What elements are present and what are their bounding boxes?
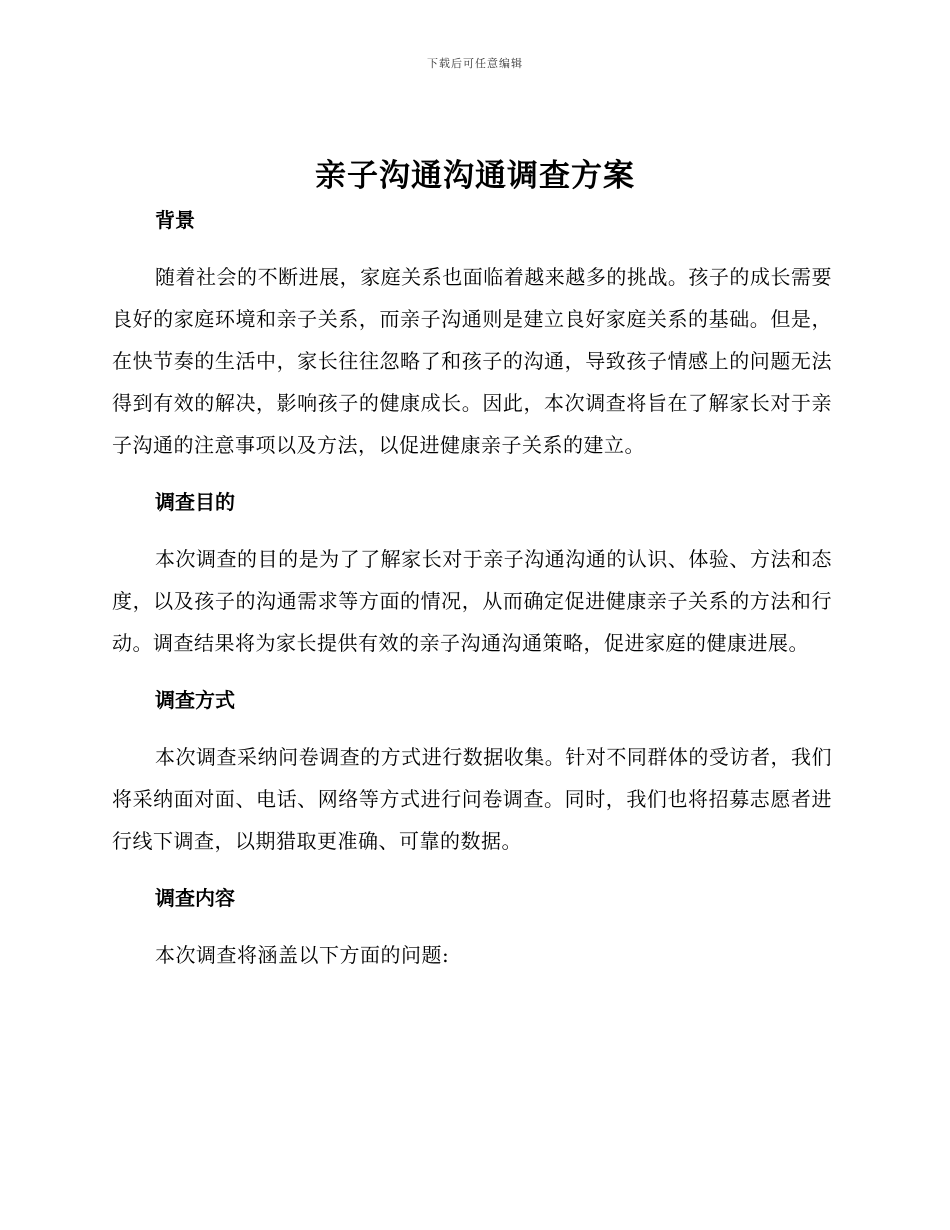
document-body [112,203,832,976]
section-heading: 调查内容 [155,886,235,910]
section-background [112,203,832,485]
section-heading: 调查目的 [155,490,235,514]
section-paragraph: 本次调查采纳问卷调查的方式进行数据收集。针对不同群体的受访者，我们将采纳面对面、电话、网络等方式进行问卷调查。同时，我们也将招募志愿者进行线下调查，以期猎取更准确、可靠的数据。 [112,745,832,853]
document-title: 亲子沟通沟通调查方案 [315,158,635,194]
section-content [112,881,832,976]
section-paragraph: 本次调查将涵盖以下方面的问题: [155,943,450,967]
section-paragraph: 随着社会的不断进展，家庭关系也面临着越来越多的挑战。孩子的成长需要良好的家庭环境和亲子关系，而亲子沟通则是建立良好家庭关系的基础。但是，在快节奏的生活中，家长往往忽略了和孩子的沟通，导致孩子情感上的问题无法得到有效的解决，影响孩子的健康成长。因此，本次调查将旨在了解家长对于亲子沟通的注意事项以及方法，以促进健康亲子关系的建立。 [112,265,832,457]
section-purpose [112,485,832,683]
section-method [112,683,832,881]
section-paragraph: 本次调查的目的是为了了解家长对于亲子沟通沟通的认识、体验、方法和态度，以及孩子的沟通需求等方面的情况，从而确定促进健康亲子关系的方法和行动。调查结果将为家长提供有效的亲子沟通沟通策略，促进家庭的健康进展。 [112,547,832,655]
section-heading: 背景 [155,208,195,232]
header-note: 下载后可任意编辑 [427,57,523,70]
section-heading: 调查方式 [155,688,235,712]
